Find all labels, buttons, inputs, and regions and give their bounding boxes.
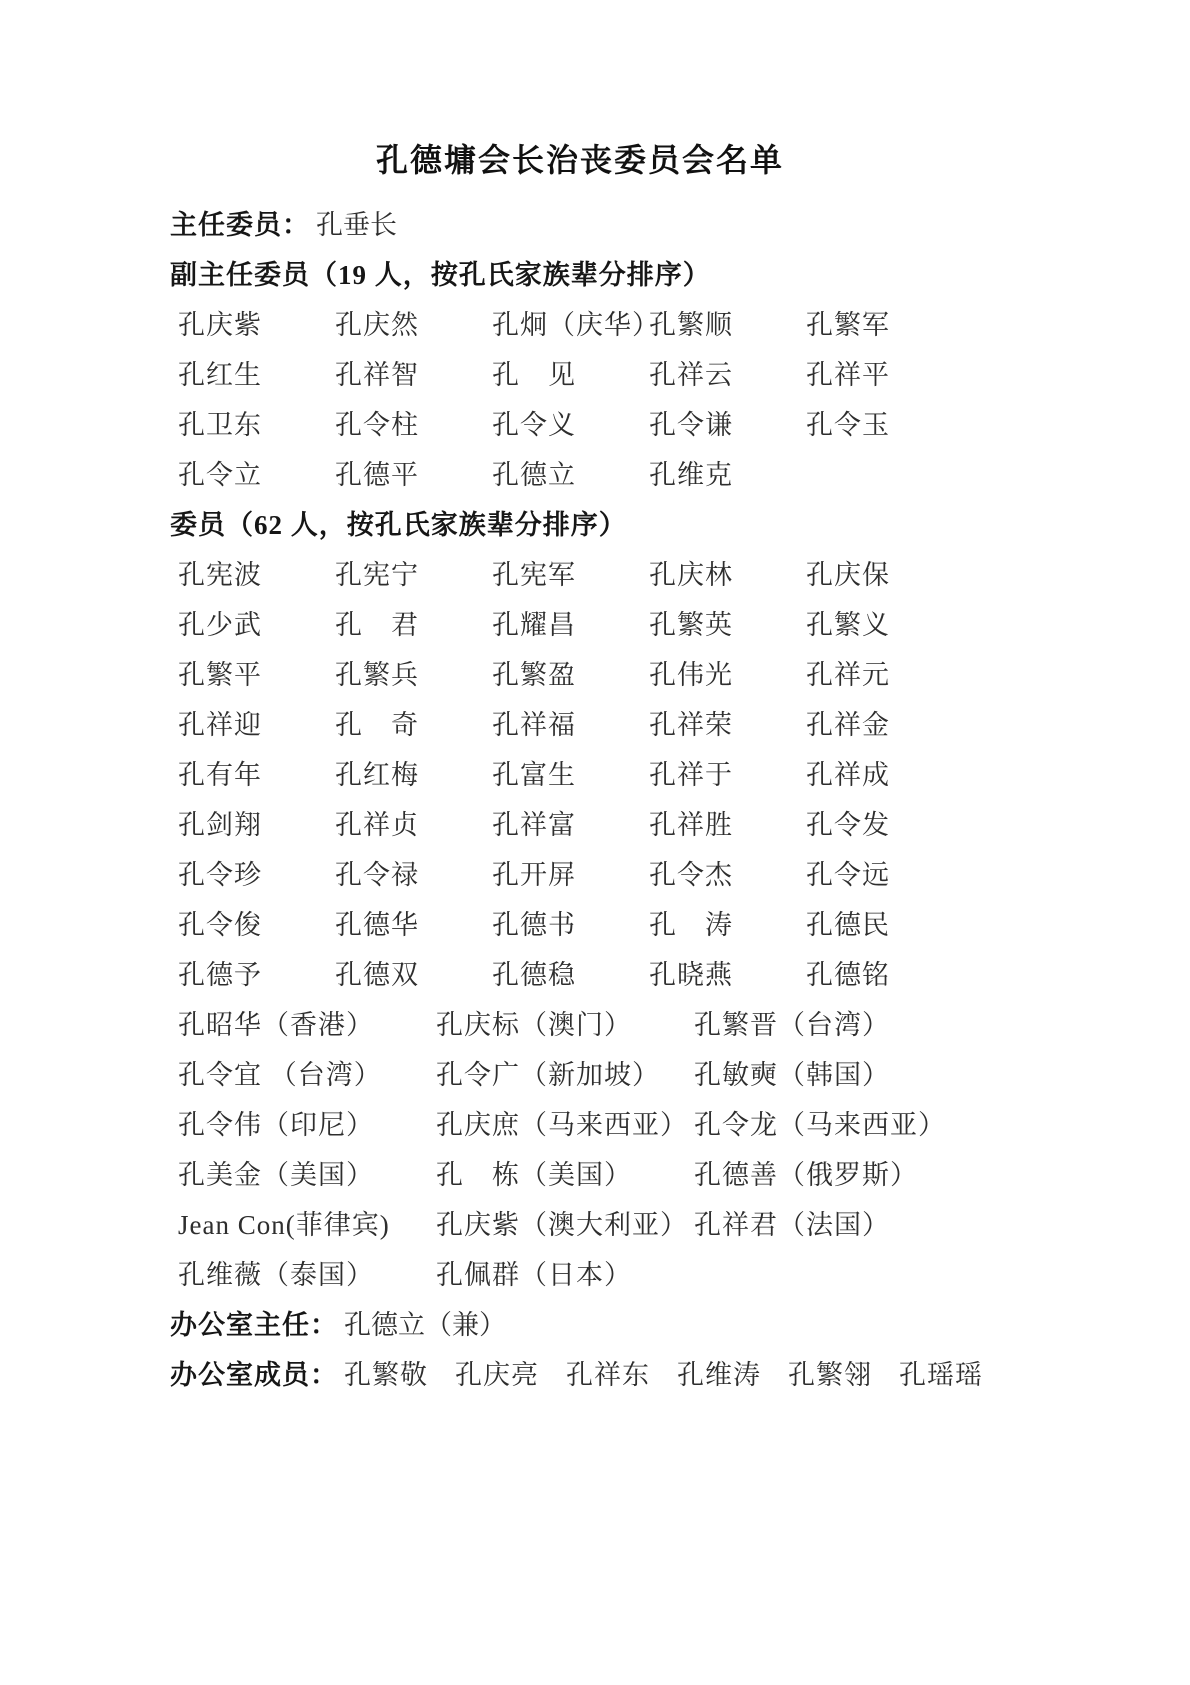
office-director-label: 办公室主任： xyxy=(170,1309,338,1340)
vice-heading-line xyxy=(170,247,990,297)
member-name: 孔剑翔 xyxy=(178,809,262,840)
office-staff-line xyxy=(170,1347,990,1397)
member-name-row xyxy=(170,947,990,997)
member-name: 孔祥君（法国） xyxy=(694,1209,890,1240)
member-name: 孔维涛 xyxy=(677,1359,761,1390)
overseas-name-row xyxy=(170,1147,990,1197)
member-name: 孔庆保 xyxy=(806,559,890,590)
member-name: 孔繁义 xyxy=(806,609,890,640)
member-name: 孔 涛 xyxy=(649,909,733,940)
member-name-row xyxy=(170,597,990,647)
member-name: 孔祥于 xyxy=(649,759,733,790)
overseas-name-row xyxy=(170,997,990,1047)
member-name: 孔令珍 xyxy=(178,859,262,890)
office-staff-label: 办公室成员： xyxy=(170,1359,338,1390)
member-name-row xyxy=(170,897,990,947)
member-name: 孔佩群（日本） xyxy=(436,1259,632,1290)
member-name: 孔令禄 xyxy=(335,859,419,890)
member-name: 孔繁英 xyxy=(649,609,733,640)
office-director-name: 孔德立（兼） xyxy=(344,1309,506,1340)
member-name: 孔庆亮 xyxy=(455,1359,539,1390)
member-name: 孔维薇（泰国） xyxy=(178,1259,374,1290)
office-director-line xyxy=(170,1297,990,1347)
member-name: 孔繁兵 xyxy=(335,659,419,690)
member-name: 孔炯（庆华） xyxy=(492,309,660,340)
overseas-name-row xyxy=(170,1097,990,1147)
member-name: 孔德双 xyxy=(335,959,419,990)
vice-name-row xyxy=(170,347,990,397)
member-name: 孔晓燕 xyxy=(649,959,733,990)
overseas-name-row xyxy=(170,1247,990,1297)
vice-name-row xyxy=(170,397,990,447)
member-name: 孔令远 xyxy=(806,859,890,890)
members-section-heading: 委员（62 人，按孔氏家族辈分排序） xyxy=(170,509,627,540)
member-name: 孔令俊 xyxy=(178,909,262,940)
member-name: 孔德铭 xyxy=(806,959,890,990)
member-name: 孔庆然 xyxy=(335,309,419,340)
member-name: 孔祥金 xyxy=(806,709,890,740)
member-name-row xyxy=(170,847,990,897)
members-heading-line xyxy=(170,497,990,547)
member-name-row xyxy=(170,747,990,797)
member-name: 孔令广（新加坡） xyxy=(436,1059,660,1090)
member-name: 孔红梅 xyxy=(335,759,419,790)
member-name: 孔祥成 xyxy=(806,759,890,790)
member-name: 孔令龙（马来西亚） xyxy=(694,1109,946,1140)
member-name: 孔祥东 xyxy=(566,1359,650,1390)
document-title: 孔德墉会长治丧委员会名单 xyxy=(375,142,784,178)
member-name: 孔繁盈 xyxy=(492,659,576,690)
member-name: 孔祥元 xyxy=(806,659,890,690)
member-name: 孔宪宁 xyxy=(335,559,419,590)
member-name: 孔祥贞 xyxy=(335,809,419,840)
member-name: 孔德稳 xyxy=(492,959,576,990)
member-name: 孔少武 xyxy=(178,609,262,640)
member-name: 孔卫东 xyxy=(178,409,262,440)
member-name: 孔德平 xyxy=(335,459,419,490)
member-name: 孔令立 xyxy=(178,459,262,490)
member-name: 孔德民 xyxy=(806,909,890,940)
vice-section-heading: 副主任委员（19 人，按孔氏家族辈分排序） xyxy=(170,259,711,290)
member-name: 孔繁顺 xyxy=(649,309,733,340)
member-name: 孔伟光 xyxy=(649,659,733,690)
vice-name-row xyxy=(170,447,990,497)
member-name: 孔红生 xyxy=(178,359,262,390)
member-name: 孔德善（俄罗斯） xyxy=(694,1159,918,1190)
overseas-name-row xyxy=(170,1047,990,1097)
member-name: 孔 奇 xyxy=(335,709,419,740)
member-name: 孔令宜 （台湾） xyxy=(178,1059,382,1090)
member-name: 孔令谦 xyxy=(649,409,733,440)
member-name: 孔庆庶（马来西亚） xyxy=(436,1109,688,1140)
member-name: 孔繁敬 xyxy=(344,1359,428,1390)
member-name: 孔耀昌 xyxy=(492,609,576,640)
member-name: 孔令发 xyxy=(806,809,890,840)
member-name-row xyxy=(170,697,990,747)
member-name: 孔祥胜 xyxy=(649,809,733,840)
member-name: 孔祥富 xyxy=(492,809,576,840)
member-name: 孔德立 xyxy=(492,459,576,490)
member-name: 孔宪军 xyxy=(492,559,576,590)
member-name: 孔令柱 xyxy=(335,409,419,440)
member-name: 孔庆紫 xyxy=(178,309,262,340)
member-name: 孔开屏 xyxy=(492,859,576,890)
member-name: 孔 君 xyxy=(335,609,419,640)
member-name: 孔祥福 xyxy=(492,709,576,740)
member-name-row xyxy=(170,547,990,597)
member-name: 孔庆林 xyxy=(649,559,733,590)
member-name: 孔德书 xyxy=(492,909,576,940)
member-name-row xyxy=(170,797,990,847)
vice-name-row xyxy=(170,297,990,347)
member-name: 孔祥平 xyxy=(806,359,890,390)
member-name: 孔繁平 xyxy=(178,659,262,690)
member-name: 孔宪波 xyxy=(178,559,262,590)
member-name: 孔祥智 xyxy=(335,359,419,390)
member-name: 孔令伟（印尼） xyxy=(178,1109,374,1140)
member-name: 孔维克 xyxy=(649,459,733,490)
member-name: 孔美金（美国） xyxy=(178,1159,374,1190)
member-name: 孔 见 xyxy=(492,359,576,390)
member-name: 孔祥荣 xyxy=(649,709,733,740)
chair-label: 主任委员： xyxy=(170,209,310,240)
member-name: 孔有年 xyxy=(178,759,262,790)
member-name: 孔昭华（香港） xyxy=(178,1009,374,1040)
overseas-name-row xyxy=(170,1197,990,1247)
member-name: 孔令杰 xyxy=(649,859,733,890)
member-name: 孔繁晋（台湾） xyxy=(694,1009,890,1040)
member-name-row xyxy=(170,647,990,697)
member-name: 孔祥迎 xyxy=(178,709,262,740)
member-name: 孔敏奭（韩国） xyxy=(694,1059,890,1090)
member-name: 孔祥云 xyxy=(649,359,733,390)
member-name: 孔德华 xyxy=(335,909,419,940)
member-name: 孔庆标（澳门） xyxy=(436,1009,632,1040)
member-name: 孔 栋（美国） xyxy=(436,1159,632,1190)
member-name: 孔令玉 xyxy=(806,409,890,440)
member-name: 孔富生 xyxy=(492,759,576,790)
member-name: 孔德予 xyxy=(178,959,262,990)
member-name: 孔庆紫（澳大利亚） xyxy=(436,1209,688,1240)
member-name: 孔瑶瑶 xyxy=(899,1359,983,1390)
member-name: 孔繁军 xyxy=(806,309,890,340)
chair-name: 孔垂长 xyxy=(316,209,397,240)
member-name: Jean Con(菲律宾) xyxy=(178,1209,390,1240)
member-name: 孔令义 xyxy=(492,409,576,440)
chair-line xyxy=(170,197,990,247)
member-name: 孔繁翎 xyxy=(788,1359,872,1390)
